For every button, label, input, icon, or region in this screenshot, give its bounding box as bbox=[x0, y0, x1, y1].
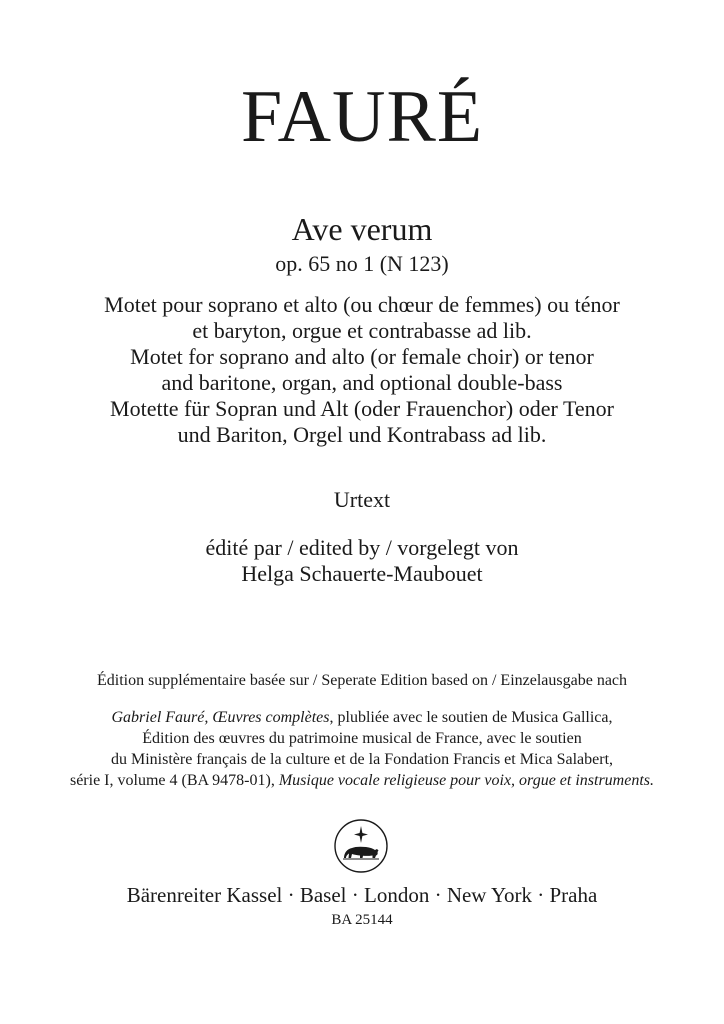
opus-number: op. 65 no 1 (N 123) bbox=[275, 251, 449, 276]
source-line-2: Édition des œuvres du patrimoine musical de France, avec le soutien bbox=[142, 730, 582, 747]
source-volume: série I, volume 4 (BA 9478-01), bbox=[69, 772, 279, 789]
source-volume-title: Musique vocale religieuse pour voix, orgue et instruments. bbox=[278, 772, 655, 789]
publisher-cities: Bärenreiter Kassel · Basel · London · New York · Praha bbox=[126, 883, 598, 907]
baerenreiter-bear-star-icon bbox=[333, 818, 389, 874]
source-collection-title: Gabriel Fauré, Œuvres complètes bbox=[111, 709, 330, 726]
description-fr-2: et baryton, orgue et contrabasse ad lib. bbox=[192, 318, 532, 343]
source-line-1 bbox=[0, 707, 724, 728]
description-en-2: and baritone, organ, and optional double-bass bbox=[161, 370, 563, 395]
catalog-number: BA 25144 bbox=[331, 912, 393, 928]
description-fr-1: Motet pour soprano et alto (ou chœur de femmes) ou ténor bbox=[104, 292, 620, 317]
description-de-2: und Bariton, Orgel und Kontrabass ad lib. bbox=[177, 422, 547, 447]
composer-name: FAURÉ bbox=[240, 76, 484, 158]
urtext-label: Urtext bbox=[333, 487, 391, 512]
description-en-1: Motet for soprano and alto (or female choir) or tenor bbox=[130, 344, 594, 369]
editor-name: Helga Schauerte-Maubouet bbox=[241, 561, 483, 586]
source-line-4 bbox=[0, 770, 724, 791]
source-line-3: du Ministère français de la culture et de la Fondation Francis et Mica Salabert, bbox=[110, 751, 614, 768]
source-line-1-rest: , plubliée avec le soutien de Musica Gallica, bbox=[329, 709, 613, 726]
work-title: Ave verum bbox=[291, 211, 433, 247]
source-heading: Édition supplémentaire basée sur / Seperate Edition based on / Einzelausgabe nach bbox=[96, 672, 628, 689]
edited-by-label: édité par / edited by / vorgelegt von bbox=[205, 535, 519, 560]
description-de-1: Motette für Sopran und Alt (oder Frauenchor) oder Tenor bbox=[110, 396, 614, 421]
